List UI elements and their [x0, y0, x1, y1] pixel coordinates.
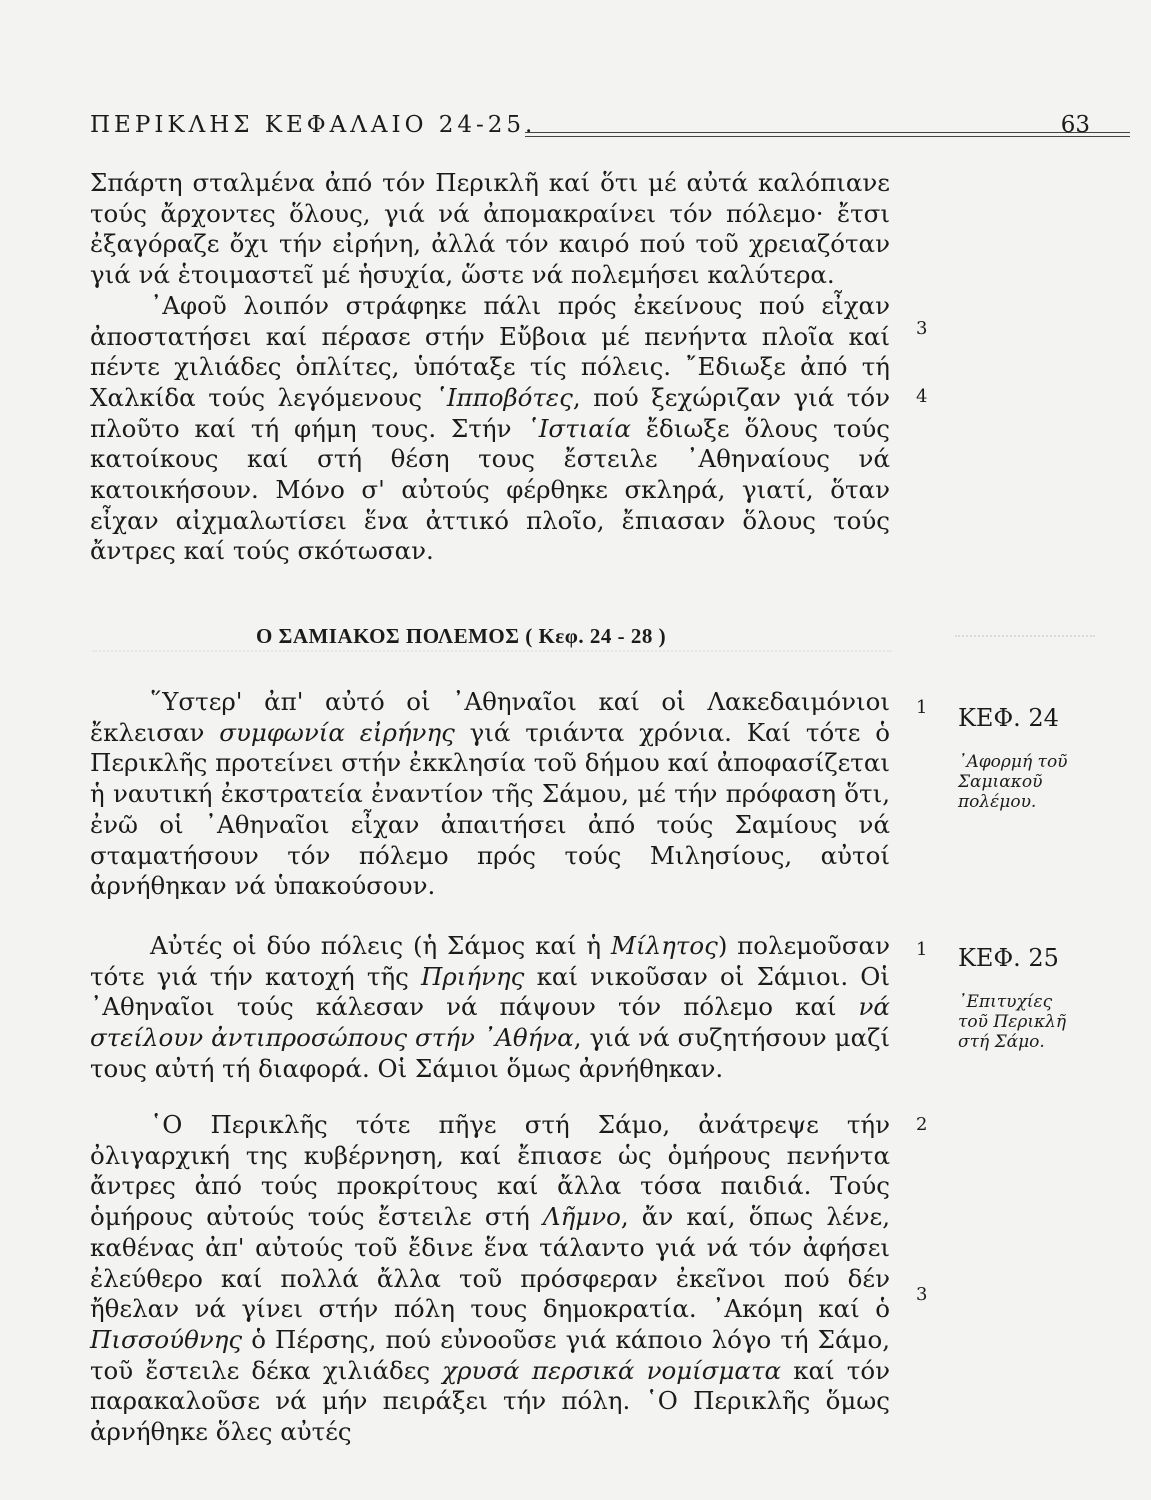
- italic-term-istiaia: ῾Ιστιαία: [526, 413, 631, 443]
- chapter-label-25: ΚΕΦ. 25: [958, 944, 1059, 972]
- paragraph-number: 1: [916, 939, 928, 960]
- text-span: ῞Υστερ' ἀπ' αὐτό οἱ ᾿Αθηναῖοι καί οἱ Λακεδαιμόνιοι ἔκλεισαν: [90, 687, 890, 747]
- paragraph-continuation: Σπάρτη σταλμένα ἀπό τόν Περικλῆ καί ὅτι μέ αὐτά καλόπιανε τούς ἄρχοντες ὅλους, γιά νά ἀπομακραίνει τόν πόλεμο· ἔτσι ἐξαγόραζε ὄχι τήν εἰρήνη, ἀλλά τόν καιρό πού τοῦ χρειαζόταν γιά νά ἑτοιμαστεῖ μέ ἡσυχία, ὥστε νά πολεμήσει καλύτερα.: [90, 168, 890, 290]
- text-span: , ἄν καί, ὅπως λένε, καθένας ἀπ' αὐτούς τοῦ ἔδινε ἕνα τάλαντο γιά νά τόν ἀφήσει ἐλεύθερο καί πολλά ἄλλα τοῦ πρόσφεραν ἐκεῖνοι πού δέν ἤθελαν νά γίνει στήν πόλη τους δημοκρατία. ᾿Ακόμη καί ὁ: [90, 1202, 890, 1324]
- side-note-line: τοῦ Περικλῆ: [958, 1012, 1067, 1032]
- paragraph-24-1: [90, 687, 890, 902]
- running-header: [90, 112, 1090, 148]
- side-note-line: πολέμου.: [958, 792, 1037, 812]
- paragraph-25-1: [90, 931, 890, 1085]
- paragraph-number: 1: [916, 697, 928, 718]
- italic-term-lemnos: Λῆμνο: [542, 1202, 621, 1232]
- italic-term-ippovotes: ῾Ιπποβότες: [434, 382, 573, 412]
- bleed-through-right: [955, 605, 1095, 637]
- text-block-4: [90, 1110, 890, 1448]
- side-note-line: Σαμιακοῦ: [958, 772, 1043, 792]
- text-span: ᾿Αφοῦ λοιπόν στράφηκε πάλι πρός ἐκείνους πού εἶχαν ἀποστατήσει καί πέρασε στήν Εὔβοια μέ πενήντα πλοῖα καί πέντε χιλιάδες ὁπλίτες, ὑπόταξε τίς πόλεις. ῎Εδιωξε ἀπό τή Χαλκίδα τούς λεγόμενους: [90, 290, 890, 412]
- text-block-3: [90, 931, 890, 1085]
- paragraph-3-4: [90, 291, 890, 567]
- header-double-rule: [525, 132, 1130, 137]
- side-note-24: [958, 752, 1068, 812]
- text-span: καί τόν παρακαλοῦσε νά μήν πειράξει τήν πόλη. ῾Ο Περικλῆς ὅμως ἀρνήθηκε ὅλες αὐτές: [90, 1355, 890, 1447]
- italic-term-persian-coins: χρυσά περσικά νομίσματα: [442, 1355, 782, 1385]
- text-block-2: [90, 687, 890, 902]
- paragraph-number: 4: [916, 386, 928, 407]
- paragraph-25-2-3: [90, 1110, 890, 1448]
- side-note-line: ᾿Επιτυχίες: [958, 992, 1053, 1012]
- text-span: , πού ξεχώριζαν γιά τόν πλοῦτο καί τή φήμη τους. Στήν: [90, 382, 890, 443]
- text-block-1: [90, 168, 890, 567]
- side-note-25: [958, 992, 1066, 1052]
- section-heading: Ο ΣΑΜΙΑΚΟΣ ΠΟΛΕΜΟΣ ( Κεφ. 24 - 28 ): [256, 624, 667, 648]
- page-number: 63: [1060, 112, 1090, 138]
- side-note-line: στή Σάμο.: [958, 1032, 1045, 1052]
- text-span: ) πολεμοῦσαν τότε γιά τήν κατοχή τῆς: [90, 931, 890, 991]
- text-span: Αὐτές οἱ δύο πόλεις (ἡ Σάμος καί ἡ: [150, 931, 602, 960]
- text-span: ἔδιωξε ὅλους τούς κατοίκους καί στή θέση τους ἔστειλε ᾿Αθηναίους νά κατοικήσουν. Μόνο σ' αὐτούς φέρθηκε σκληρά, γιατί, ὅταν εἶχαν αἰχμαλωτίσει ἕνα ἀττικό πλοῖο, ἔπιασαν ὅλους τούς ἄντρες καί τούς σκότωσαν.: [90, 413, 890, 566]
- paragraph-number: 2: [916, 1114, 928, 1135]
- text-span: , γιά νά συζητήσουν μαζί τους αὐτή τή διαφορά. Οἱ Σάμιοι ὅμως ἀρνήθηκαν.: [90, 1023, 890, 1083]
- paragraph-number: 3: [916, 1284, 928, 1305]
- italic-term-pissouthnes: Πισσούθνης: [90, 1324, 243, 1354]
- side-note-line: ᾿Αφορμή τοῦ: [958, 752, 1068, 772]
- chapter-label-24: ΚΕΦ. 24: [958, 704, 1059, 732]
- text-span: γιά τριάντα χρόνια. Καί τότε ὁ Περικλῆς προτείνει στήν ἐκκλησία τοῦ δήμου καί ἀποφασίζεται ἡ ναυτική ἐκστρατεία ἐναντίον τῆς Σάμου, μέ τήν πρόφαση ὅτι, ἐνῶ οἱ ᾿Αθηναῖοι εἶχαν ἀπαιτήσει ἀπό τούς Σαμίους νά σταματήσουν τόν πόλεμο πρός τούς Μιλησίους, αὐτοί ἀρνήθηκαν νά ὑπακούσουν.: [90, 717, 890, 901]
- italic-term-peace-treaty: συμφωνία εἰρήνης: [219, 717, 455, 747]
- italic-term-priene: Πριήνης: [421, 961, 525, 991]
- italic-term-miletos: Μίλητος: [610, 931, 718, 960]
- header-title: ΠΕΡΙΚΛΗΣ ΚΕΦΑΛΑΙΟ 24-25.: [90, 112, 537, 138]
- italic-term-envoys: νά στείλουν ἀντιπροσώπους στήν ᾿Αθήνα: [90, 992, 890, 1053]
- text-span: ὁ Πέρσης, πού εὐνοοῦσε γιά κάποιο λόγο τή Σάμο, τοῦ ἔστειλε δέκα χιλιάδες: [90, 1324, 890, 1385]
- paragraph-number: 3: [916, 318, 928, 339]
- text-span: ῾Ο Περικλῆς τότε πῆγε στή Σάμο, ἀνάτρεψε τήν ὀλιγαρχική της κυβέρνηση, καί ἔπιασε ὡς ὁμήρους πενήντα ἄντρες ἀπό τούς προκρίτους καί ἄλλα τόσα παιδιά. Τούς ὁμήρους αὐτούς τούς ἔστειλε στή: [90, 1110, 890, 1232]
- text-span: καί νικοῦσαν οἱ Σάμιοι. Οἱ ᾿Αθηναῖοι τούς κάλεσαν νά πάψουν τόν πόλεμο καί: [90, 961, 890, 1022]
